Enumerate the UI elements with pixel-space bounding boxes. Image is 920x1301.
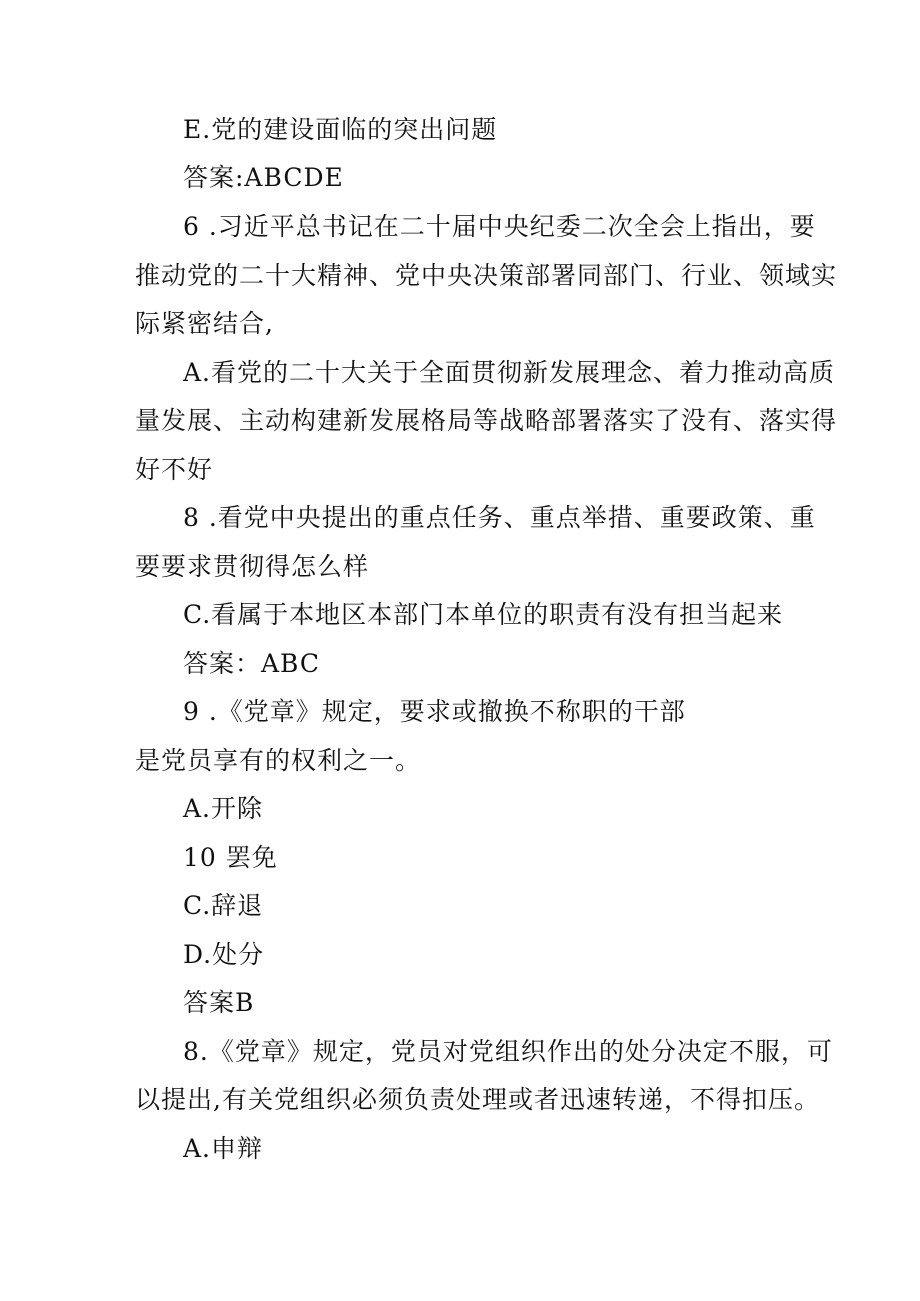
answer-line-3: 答案B	[183, 988, 255, 1017]
option-a-line-1: A.看党的二十大关于全面贯彻新发展理念、着力推动高质	[183, 358, 836, 387]
question-9-line-2: 是党员享有的权利之一。	[135, 746, 422, 775]
question-6-line-1: 6 .习近平总书记在二十届中央纪委二次全会上指出，要	[183, 212, 816, 241]
option-c-responsibility: C.看属于本地区本部门本单位的职责有没有担当起来	[183, 600, 784, 629]
question-6-line-3: 际紧密结合,	[135, 309, 274, 338]
option-e-party-building: E.党的建设面临的突出问题	[183, 115, 498, 144]
option-10-recall: 10 罢免	[183, 843, 278, 872]
item-8-line-1: 8 .看党中央提出的重点任务、重点举措、重要政策、重	[183, 503, 816, 532]
answer-line-1: 答案:ABCDE	[183, 163, 344, 192]
question-8-line-2: 以提出,有关党组织必须负责处理或者迅速转递，不得扣压。	[135, 1085, 820, 1114]
option-c-dismiss: C.辞退	[183, 891, 264, 920]
answer-line-2: 答案：ABC	[183, 649, 321, 678]
question-8-line-1: 8.《党章》规定，党员对党组织作出的处分决定不服，可	[183, 1037, 833, 1066]
question-6-line-2: 推动党的二十大精神、党中央决策部署同部门、行业、领域实	[135, 261, 838, 290]
item-8-line-2: 要要求贯彻得怎么样	[135, 552, 370, 581]
option-a-expel: A.开除	[183, 794, 264, 823]
option-a-line-2: 量发展、主动构建新发展格局等战略部署落实了没有、落实得	[135, 406, 838, 435]
option-a-appeal: A.申辩	[183, 1134, 264, 1163]
question-9-line-1: 9 .《党章》规定，要求或撤换不称职的干部	[183, 697, 686, 726]
option-a-line-3: 好不好	[135, 455, 214, 484]
option-d-discipline: D.处分	[183, 940, 265, 969]
